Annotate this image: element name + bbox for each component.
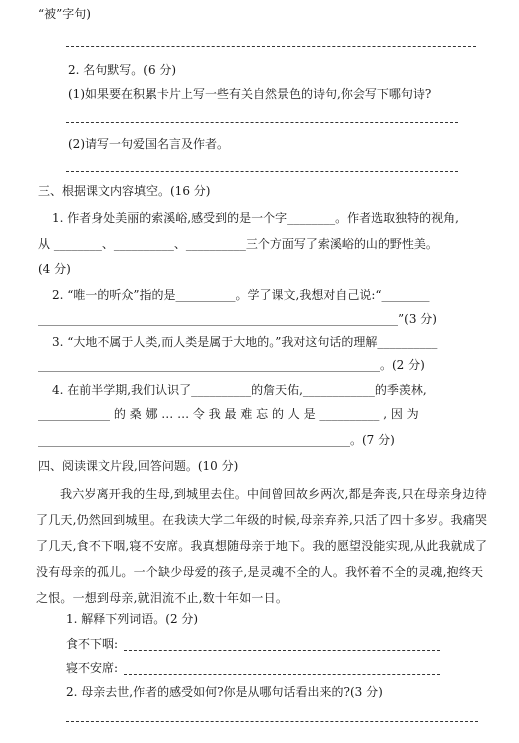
reading-passage: 我六岁离开我的生母,到城里去住。中间曾回故乡两次,都是奔丧,只在母亲身边待了几天,仍然回到城里。在我读大学二年级的时候,母亲弃养,只活了四十多岁。我痛哭了几天,食不下咽,寝不安席。我真想随母亲于地下。我的愿望没能实现,从此我就成了没有母亲的孤儿。一个缺少母爱的孩子,是灵魂不全的人。我怀着不全的灵魂,抱终天之恨。一想到母亲,就泪流不止,数十年如一日。 bbox=[36, 487, 488, 605]
term-qinbuanxi: 寝不安席: bbox=[66, 661, 119, 675]
s4-q2: 2. 母亲去世,作者的感受如何?你是从哪句话看出来的?(3 分) bbox=[66, 685, 383, 699]
s3-q1-line1: 1. 作者身处美丽的索溪峪,感受到的是一个字________。作者选取独特的视角, bbox=[52, 211, 459, 225]
s3-q3-line1: 3. “大地不属于人类,而人类是属于大地的。”我对这句话的理解__________ bbox=[52, 335, 438, 349]
answer-line[interactable] bbox=[66, 46, 476, 47]
s3-q3-line2: _________________________________________________________。(2 分) bbox=[38, 358, 425, 372]
section3-title: 三、根据课文内容填空。(16 分) bbox=[38, 184, 211, 198]
s3-q4-line1: 4. 在前半学期,我们认识了__________的詹天佑,____________的季羡林, bbox=[52, 383, 427, 397]
s3-q4-line3: ____________________________________________________。(7 分) bbox=[38, 433, 395, 447]
q2-2-text: (2)请写一句爱国名言及作者。 bbox=[68, 137, 229, 151]
q2-title: 2. 名句默写。(6 分) bbox=[68, 63, 177, 77]
s3-q2-line1: 2. “唯一的听众”指的是__________。学了课文,我想对自己说:“________ bbox=[52, 288, 430, 302]
answer-line[interactable] bbox=[66, 721, 478, 722]
answer-line[interactable] bbox=[124, 674, 440, 675]
term-shibuxiayan: 食不下咽: bbox=[66, 637, 119, 651]
section4-title: 四、阅读课文片段,回答问题。(10 分) bbox=[38, 459, 239, 473]
answer-line[interactable] bbox=[66, 122, 458, 123]
s3-q2-line2: ____________________________________________________________”(3 分) bbox=[38, 312, 437, 326]
s3-q1-score: (4 分) bbox=[38, 262, 71, 276]
answer-line[interactable] bbox=[66, 171, 458, 172]
s4-q1: 1. 解释下列词语。(2 分) bbox=[66, 612, 199, 626]
s3-q1-line2: 从 ________、__________、__________三个方面写了索溪峪的山的野性美。 bbox=[38, 237, 438, 251]
s3-q4-line2: ____________ 的 桑 娜 … … 令 我 最 难 忘 的 人 是 __________ , 因 为 bbox=[38, 407, 419, 421]
answer-line[interactable] bbox=[124, 650, 440, 651]
bei-sentence-label: “被”字句) bbox=[38, 7, 91, 21]
q2-1-text: (1)如果要在积累卡片上写一些有关自然景色的诗句,你会写下哪句诗? bbox=[68, 87, 432, 101]
